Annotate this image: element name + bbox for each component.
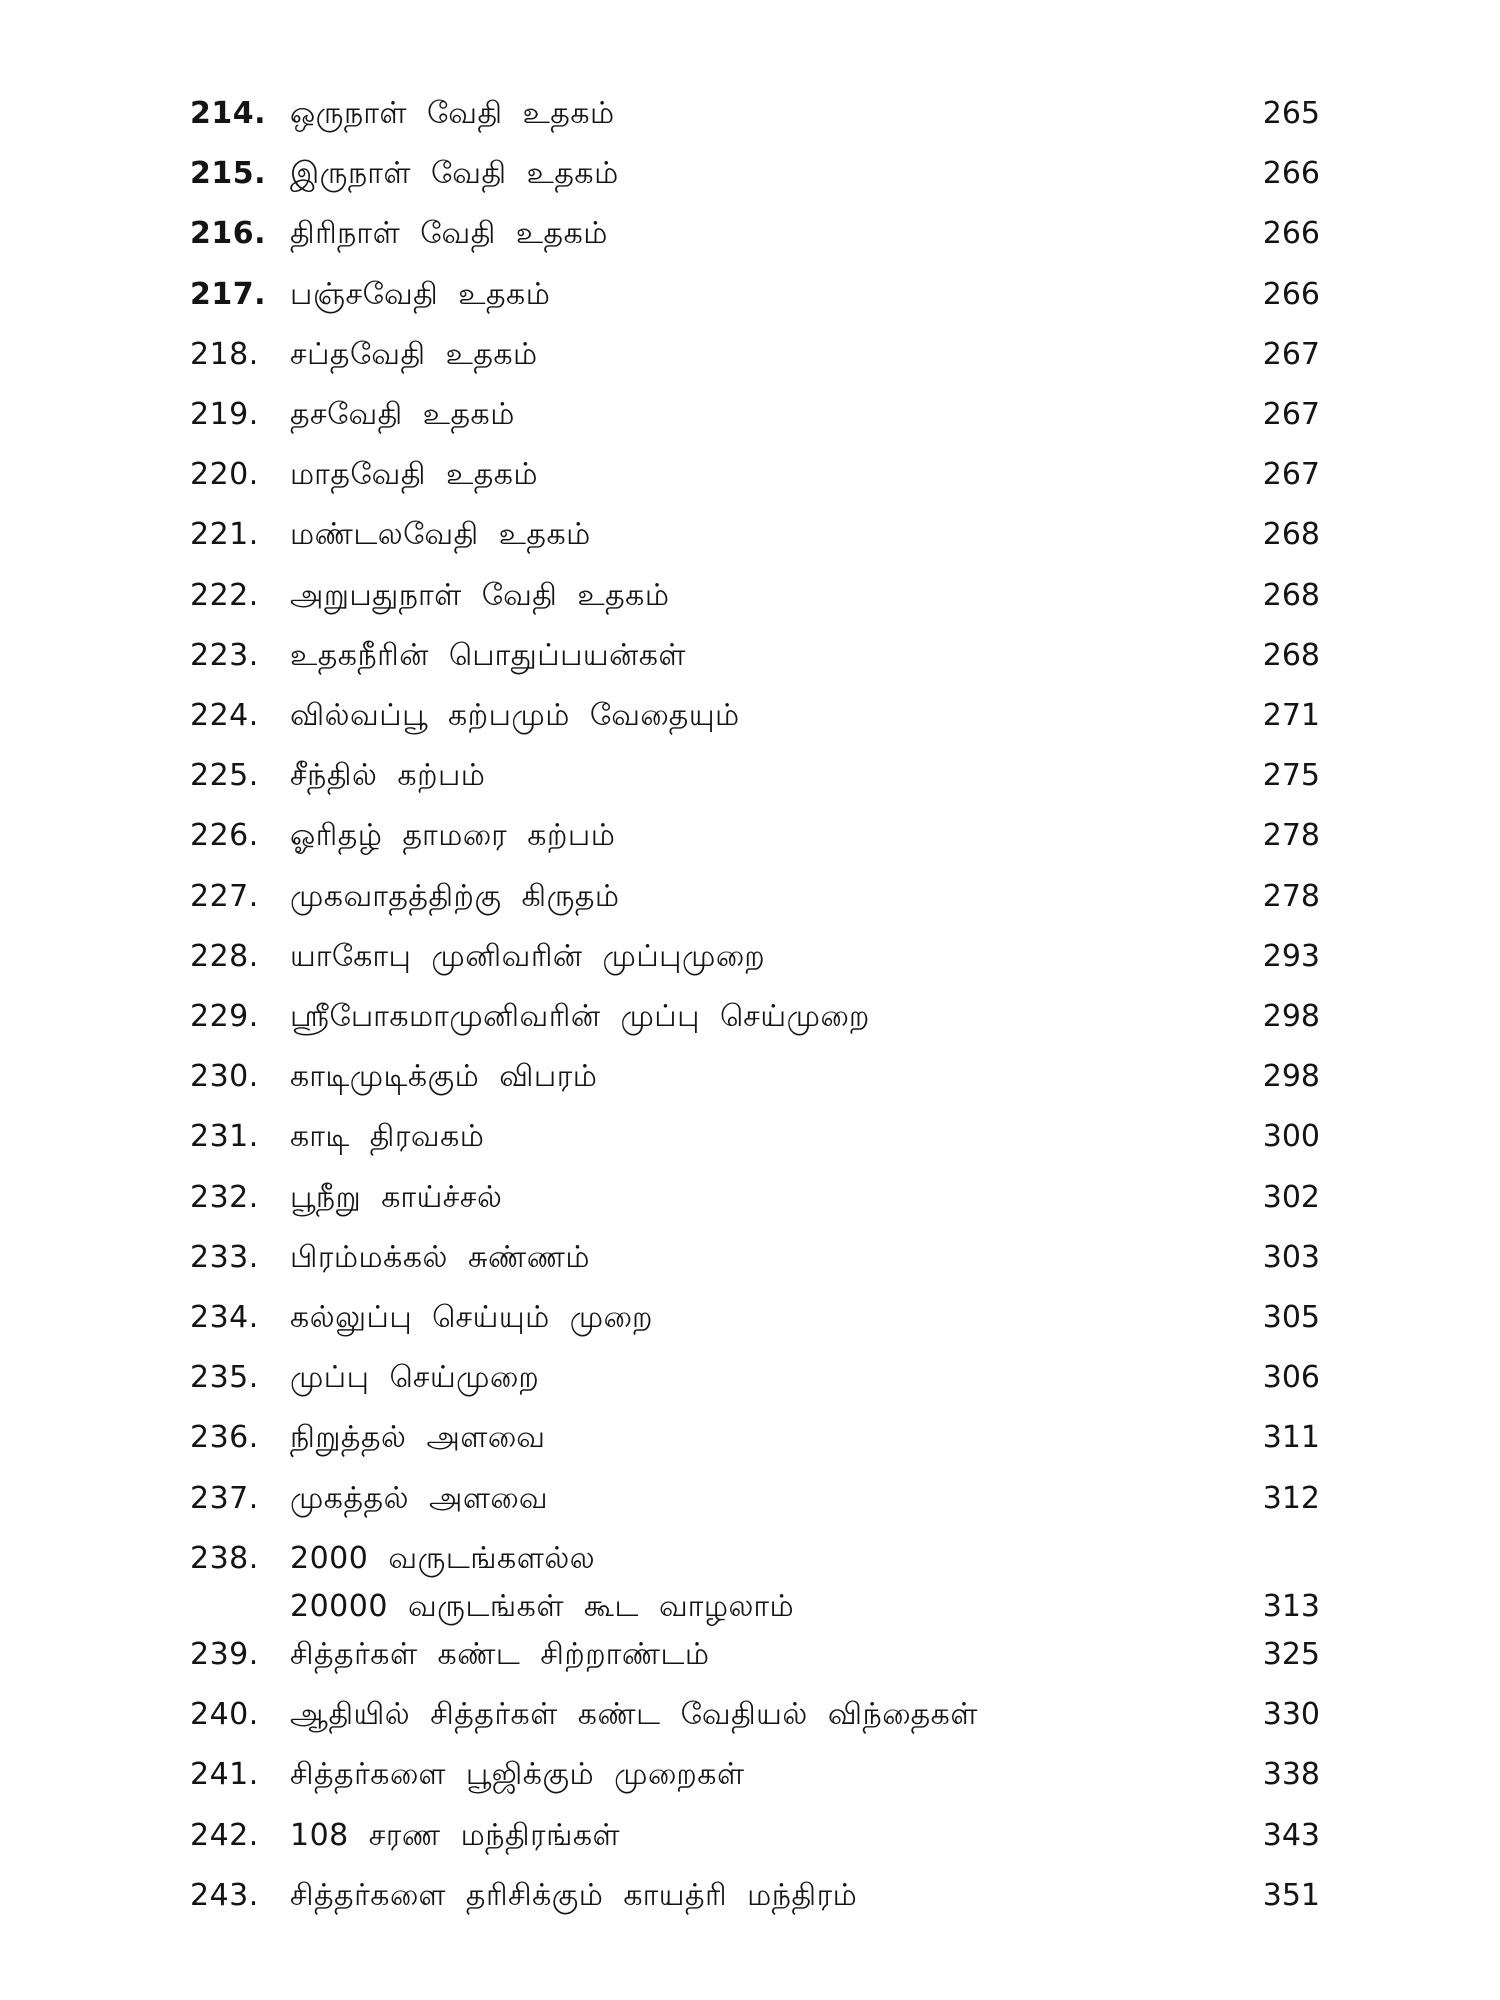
entry-number: 240. bbox=[190, 1697, 259, 1733]
entry-page-number: 325 bbox=[1262, 1637, 1320, 1672]
toc-entry bbox=[190, 1874, 1320, 1918]
entry-page-number: 298 bbox=[1262, 1059, 1320, 1095]
entry-title bbox=[290, 1236, 590, 1280]
entry-title-line: சித்தர்களை பூஜிக்கும் முறைகள் bbox=[290, 1757, 745, 1793]
toc-entry bbox=[190, 92, 1320, 136]
entry-page-number: 271 bbox=[1262, 698, 1320, 733]
toc-entry bbox=[190, 875, 1320, 919]
entry-title-line: ஓரிதழ் தாமரை கற்பம் bbox=[290, 818, 616, 854]
entry-title bbox=[290, 1753, 745, 1797]
entry-title bbox=[290, 935, 765, 979]
entry-page-number: 267 bbox=[1262, 336, 1320, 372]
entry-page-number: 306 bbox=[1262, 1360, 1320, 1396]
entry-title-line: வில்வப்பூ கற்பமும் வேதையும் bbox=[290, 698, 740, 733]
entry-title-line: சப்தவேதி உதகம் bbox=[290, 336, 538, 372]
entry-number: 243. bbox=[190, 1877, 259, 1913]
entry-title-line-2: 20000 வருடங்கள் கூட வாழலாம் bbox=[290, 1588, 795, 1624]
entry-number: 235. bbox=[190, 1360, 259, 1396]
entry-title bbox=[290, 634, 686, 678]
entry-page-number: 266 bbox=[1262, 216, 1320, 252]
entry-title-line: காடி திரவகம் bbox=[290, 1119, 485, 1155]
entry-number: 230. bbox=[190, 1059, 259, 1095]
toc-entry bbox=[190, 273, 1320, 317]
toc-entry bbox=[190, 513, 1320, 557]
entry-page-number: 265 bbox=[1262, 96, 1320, 131]
toc-entry bbox=[190, 393, 1320, 437]
entry-title-line: முகத்தல் அளவை bbox=[290, 1480, 549, 1516]
entry-title-line: திரிநாள் வேதி உதகம் bbox=[290, 216, 608, 252]
entry-page-number: 313 bbox=[1262, 1588, 1320, 1624]
entry-title bbox=[290, 1814, 620, 1858]
entry-number: 219. bbox=[190, 397, 259, 432]
entry-number: 215. bbox=[190, 156, 267, 192]
entry-number: 216. bbox=[190, 216, 267, 252]
toc-entry bbox=[190, 333, 1320, 377]
entry-title bbox=[290, 995, 870, 1039]
entry-number: 227. bbox=[190, 878, 259, 914]
entry-number: 214. bbox=[190, 96, 267, 131]
toc-entry bbox=[190, 1115, 1320, 1159]
entry-number: 234. bbox=[190, 1300, 259, 1335]
entry-number: 233. bbox=[190, 1239, 259, 1275]
entry-title bbox=[290, 152, 619, 196]
toc-entry bbox=[190, 634, 1320, 678]
entry-number: 224. bbox=[190, 698, 259, 733]
toc-entry bbox=[190, 694, 1320, 738]
entry-page-number: 312 bbox=[1262, 1480, 1320, 1516]
entry-number: 232. bbox=[190, 1179, 259, 1215]
entry-title bbox=[290, 574, 670, 618]
entry-number: 242. bbox=[190, 1817, 259, 1853]
entry-title bbox=[290, 1633, 710, 1677]
entry-title-line: சித்தர்களை தரிசிக்கும் காயத்ரி மந்திரம் bbox=[290, 1877, 858, 1913]
entry-title bbox=[290, 513, 591, 557]
entry-page-number: 338 bbox=[1262, 1757, 1320, 1793]
entry-page-number: 302 bbox=[1262, 1179, 1320, 1215]
entry-page-number: 351 bbox=[1262, 1877, 1320, 1913]
toc-entry bbox=[190, 754, 1320, 798]
entry-page-number: 267 bbox=[1262, 457, 1320, 493]
toc-entry bbox=[190, 935, 1320, 979]
entry-title bbox=[290, 92, 615, 136]
entry-title-line: 2000 வருடங்களல்ல bbox=[290, 1540, 596, 1576]
entry-page-number: 343 bbox=[1262, 1817, 1320, 1853]
toc-entry bbox=[190, 1416, 1320, 1460]
entry-title bbox=[290, 393, 515, 437]
entry-title bbox=[290, 1176, 502, 1220]
entry-number: 223. bbox=[190, 637, 259, 673]
entry-number: 228. bbox=[190, 938, 259, 974]
toc-entry bbox=[190, 212, 1320, 256]
entry-number: 225. bbox=[190, 758, 259, 794]
entry-number: 238. bbox=[190, 1540, 259, 1576]
entry-title bbox=[290, 1296, 653, 1340]
entry-title-line: நிறுத்தல் அளவை bbox=[290, 1420, 546, 1456]
entry-title-line: பூநீறு காய்ச்சல் bbox=[290, 1179, 503, 1215]
entry-title bbox=[290, 1874, 857, 1918]
entry-title-line: 108 சரண மந்திரங்கள் bbox=[290, 1817, 621, 1853]
toc-entry bbox=[190, 574, 1320, 618]
entry-title-line: தசவேதி உதகம் bbox=[290, 397, 515, 432]
entry-title bbox=[290, 1356, 539, 1400]
entry-page-number: 268 bbox=[1262, 577, 1320, 613]
toc-entry bbox=[190, 1753, 1320, 1797]
toc-entry bbox=[190, 1633, 1320, 1677]
entry-page-number: 278 bbox=[1262, 878, 1320, 914]
entry-number: 241. bbox=[190, 1757, 259, 1793]
entry-title-line: முகவாதத்திற்கு கிருதம் bbox=[290, 878, 620, 914]
entry-page-number: 268 bbox=[1262, 517, 1320, 553]
entry-title bbox=[290, 754, 485, 798]
entry-title-line: இருநாள் வேதி உதகம் bbox=[290, 156, 619, 192]
entry-title bbox=[290, 273, 550, 317]
entry-title bbox=[290, 1477, 548, 1521]
toc-entry bbox=[190, 1236, 1320, 1280]
toc-entry bbox=[190, 1356, 1320, 1400]
entry-title bbox=[290, 694, 740, 738]
entry-title-line: ஆதியில் சித்தர்கள் கண்ட வேதியல் விந்தைகள் bbox=[290, 1697, 978, 1733]
entry-title bbox=[290, 875, 620, 919]
entry-title-line: உதகநீரின் பொதுப்பயன்கள் bbox=[290, 637, 686, 673]
entry-page-number: 278 bbox=[1262, 818, 1320, 854]
entry-number: 231. bbox=[190, 1119, 259, 1155]
entry-title-line: கல்லுப்பு செய்யும் முறை bbox=[290, 1300, 653, 1335]
entry-title bbox=[290, 453, 538, 497]
entry-title-line: மண்டலவேதி உதகம் bbox=[290, 517, 591, 553]
entry-number: 236. bbox=[190, 1420, 259, 1456]
entry-page-number: 268 bbox=[1262, 637, 1320, 673]
toc-entry bbox=[190, 1814, 1320, 1858]
entry-title bbox=[290, 1693, 978, 1737]
toc-entry bbox=[190, 1055, 1320, 1099]
entry-page-number: 267 bbox=[1262, 397, 1320, 432]
entry-page-number: 300 bbox=[1262, 1119, 1320, 1155]
entry-number: 222. bbox=[190, 577, 259, 613]
entry-number: 229. bbox=[190, 999, 259, 1034]
toc-entry bbox=[190, 995, 1320, 1039]
entry-page-number: 330 bbox=[1262, 1697, 1320, 1733]
entry-title-line: சித்தர்கள் கண்ட சிற்றாண்டம் bbox=[290, 1637, 710, 1672]
entry-number: 239. bbox=[190, 1637, 259, 1672]
entry-title bbox=[290, 1537, 795, 1624]
entry-page-number: 305 bbox=[1262, 1300, 1320, 1335]
toc-entry bbox=[190, 1693, 1320, 1737]
entry-title-line: யாகோபு முனிவரின் முப்புமுறை bbox=[290, 938, 766, 974]
toc-entry bbox=[190, 453, 1320, 497]
entry-number: 217. bbox=[190, 276, 267, 312]
entry-number: 218. bbox=[190, 336, 259, 372]
entry-title-line: முப்பு செய்முறை bbox=[290, 1360, 540, 1396]
toc-entry bbox=[190, 1477, 1320, 1521]
entry-title bbox=[290, 814, 615, 858]
entry-title-line: ஒருநாள் வேதி உதகம் bbox=[290, 96, 615, 131]
entry-number: 226. bbox=[190, 818, 259, 854]
entry-page-number: 275 bbox=[1262, 758, 1320, 794]
toc-entry bbox=[190, 1176, 1320, 1220]
entry-page-number: 293 bbox=[1262, 938, 1320, 974]
entry-title bbox=[290, 212, 608, 256]
entry-page-number: 266 bbox=[1262, 276, 1320, 312]
entry-title bbox=[290, 1115, 484, 1159]
toc-entry bbox=[190, 1296, 1320, 1340]
entry-title-line: அறுபதுநாள் வேதி உதகம் bbox=[290, 577, 670, 613]
entry-title-line: ஸ்ரீபோகமாமுனிவரின் முப்பு செய்முறை bbox=[290, 999, 870, 1034]
entry-page-number: 298 bbox=[1262, 999, 1320, 1034]
entry-page-number: 303 bbox=[1262, 1239, 1320, 1275]
entry-title bbox=[290, 1416, 545, 1460]
entry-title-line: சீந்தில் கற்பம் bbox=[290, 758, 486, 794]
toc-entry bbox=[190, 814, 1320, 858]
toc-entry bbox=[190, 152, 1320, 196]
entry-title-line: பிரம்மக்கல் சுண்ணம் bbox=[290, 1239, 591, 1275]
entry-page-number: 311 bbox=[1262, 1420, 1320, 1456]
entry-page-number: 266 bbox=[1262, 156, 1320, 192]
entry-title bbox=[290, 333, 538, 377]
entry-title-line: மாதவேதி உதகம் bbox=[290, 457, 539, 493]
entry-number: 221. bbox=[190, 517, 259, 553]
toc-entry bbox=[190, 1537, 1320, 1624]
entry-number: 220. bbox=[190, 457, 259, 493]
entry-title-line: பஞ்சவேதி உதகம் bbox=[290, 276, 551, 312]
table-of-contents bbox=[190, 92, 1320, 1972]
entry-title bbox=[290, 1055, 597, 1099]
entry-title-line: காடிமுடிக்கும் விபரம் bbox=[290, 1059, 598, 1095]
entry-number: 237. bbox=[190, 1480, 259, 1516]
